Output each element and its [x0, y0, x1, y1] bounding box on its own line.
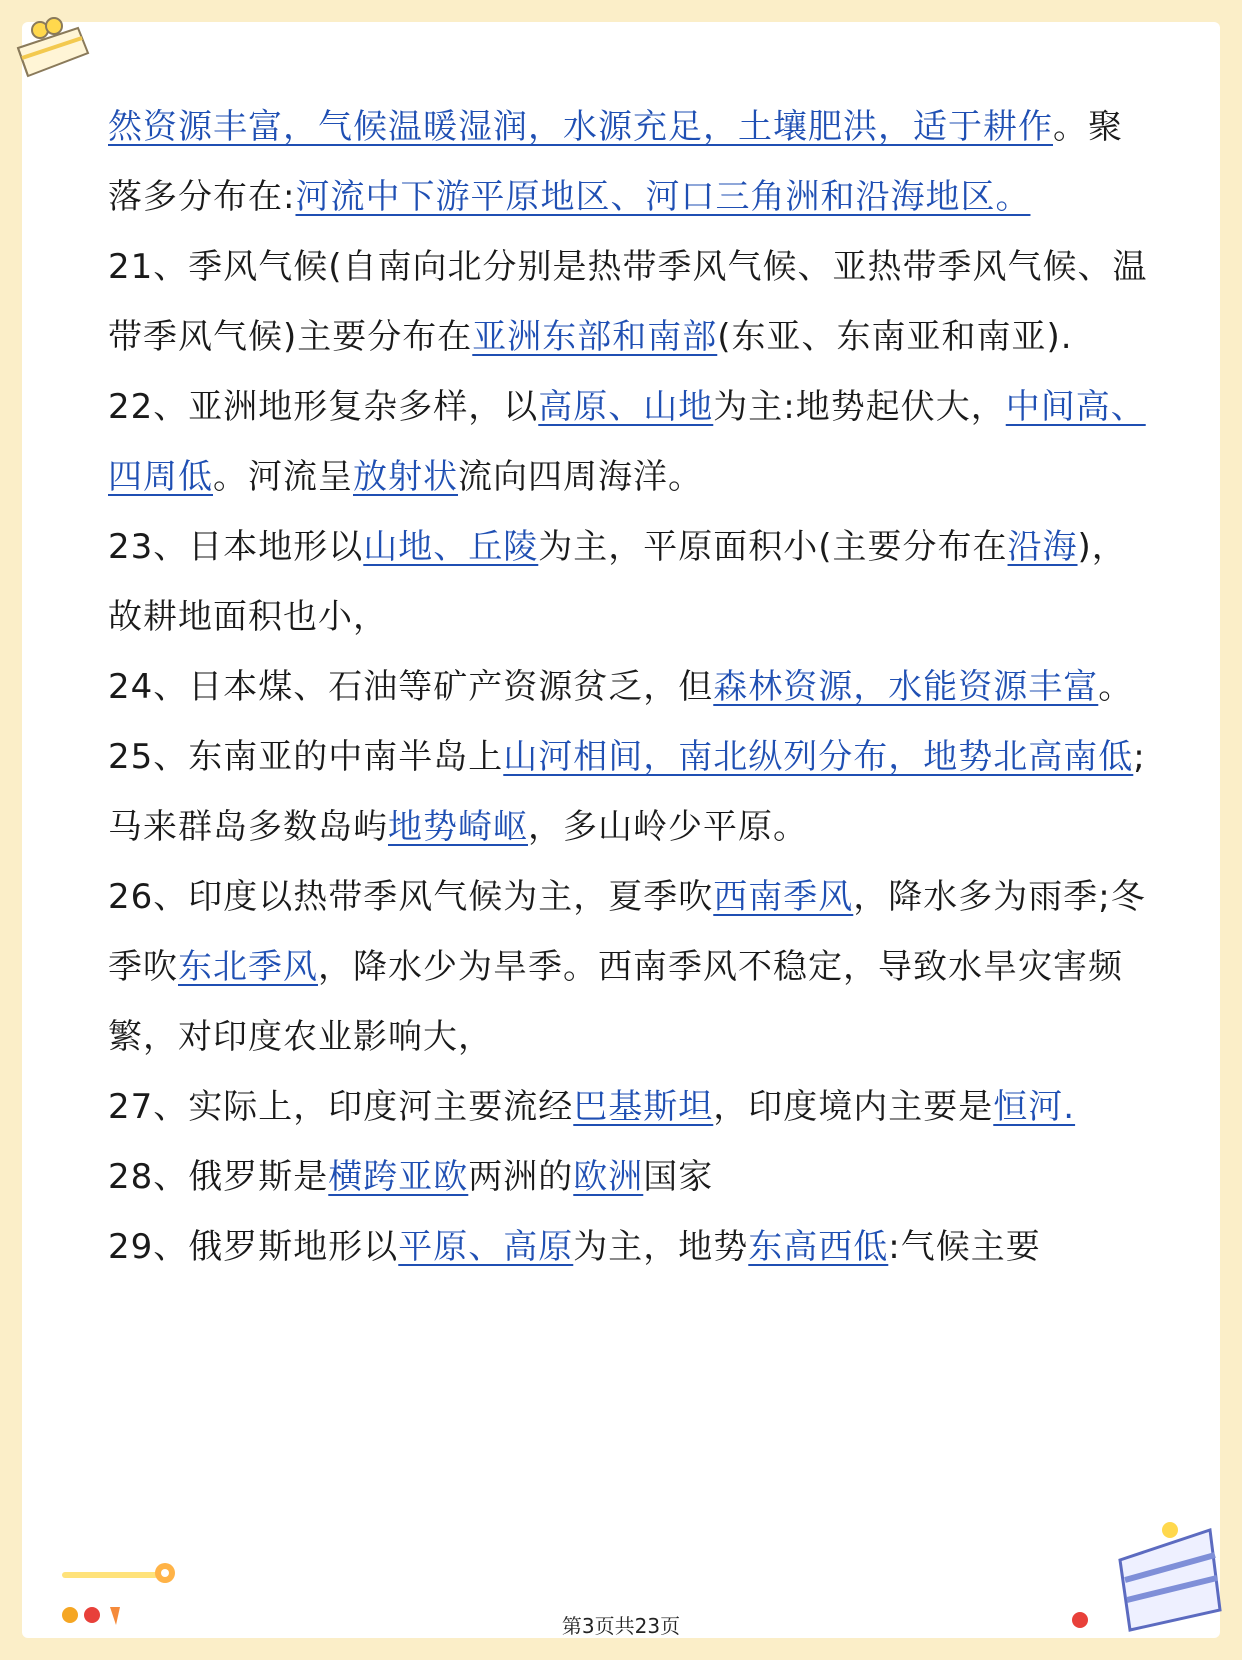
- note-text: 为主，地势: [573, 1227, 749, 1267]
- highlighted-answer: 山地、丘陵: [363, 527, 539, 567]
- note-paragraph: [108, 232, 1148, 372]
- note-text: 22、亚洲地形复杂多样，以: [108, 387, 539, 427]
- note-text: 国家: [643, 1157, 714, 1197]
- highlighted-answer: 巴基斯坦: [573, 1087, 714, 1127]
- note-paragraph: [108, 652, 1148, 722]
- highlighted-answer: 欧洲: [573, 1157, 644, 1197]
- flower-icon: [155, 1563, 175, 1583]
- highlighted-answer: 地势崎岖: [388, 807, 528, 847]
- note-text: 为主:地势起伏大，: [713, 387, 1006, 427]
- note-paragraph: [108, 862, 1148, 1072]
- note-paragraph: [108, 512, 1148, 652]
- note-text: 28、俄罗斯是: [108, 1157, 329, 1197]
- note-text: 两洲的: [468, 1157, 574, 1197]
- highlighted-answer: 东高西低: [748, 1227, 889, 1267]
- highlighted-answer: 横跨亚欧: [328, 1157, 469, 1197]
- note-text: ，降水多为雨季;冬季吹: [108, 877, 1146, 987]
- note-paragraph: [108, 1142, 1148, 1212]
- note-text: 29、俄罗斯地形以: [108, 1227, 399, 1267]
- note-text: 21、季风气候(自南向北分别是热带季风气候、亚热带季风气候、温带季风气候)主要分布在: [108, 247, 1148, 357]
- note-paragraph: [108, 1212, 1148, 1282]
- note-paragraph: [108, 722, 1148, 862]
- cake-icon: [8, 8, 98, 88]
- note-text: 27、实际上，印度河主要流经: [108, 1087, 574, 1127]
- highlighted-answer: 中间高、四周低: [108, 387, 1146, 497]
- note-text: 。聚落多分布在:: [108, 107, 1123, 217]
- highlighted-answer: 平原、高原: [398, 1227, 574, 1267]
- page-number: 第3页共23页: [561, 1614, 681, 1638]
- highlighted-answer: 亚洲东部和南部: [472, 317, 718, 357]
- note-paragraph: [108, 92, 1148, 232]
- highlighted-answer: 森林资源，水能资源丰富: [713, 667, 1099, 707]
- note-text: ，多山岭少平原。: [528, 807, 808, 847]
- note-text: :气候主要: [888, 1227, 1041, 1267]
- note-text: (东亚、东南亚和南亚).: [717, 317, 1073, 357]
- note-text: 为主，平原面积小(主要分布在: [538, 527, 1008, 567]
- highlighted-answer: 西南季风: [713, 877, 854, 917]
- note-text: ，印度境内主要是: [713, 1087, 994, 1127]
- note-text: 。: [1098, 667, 1134, 707]
- note-text: ，降水少为旱季。西南季风不稳定，导致水旱灾害频繁，对印度农业影响大，: [108, 947, 1123, 1057]
- note-text: 24、日本煤、石油等矿产资源贫乏，但: [108, 667, 714, 707]
- note-text: 25、东南亚的中南半岛上: [108, 737, 504, 777]
- note-text: 。河流呈: [213, 457, 353, 497]
- note-text: 23、日本地形以: [108, 527, 364, 567]
- notes-content: [108, 92, 1148, 1282]
- note-text: )，故耕地面积也小，: [108, 527, 1127, 637]
- note-paragraph: [108, 1072, 1148, 1142]
- note-text: ;马来群岛多数岛屿: [108, 737, 1146, 847]
- note-text: 流向四周海洋。: [458, 457, 703, 497]
- highlighted-answer: 然资源丰富，气候温暖湿润，水源充足，土壤肥洪，适于耕作: [108, 107, 1053, 147]
- note-paragraph: [108, 372, 1148, 512]
- note-text: 26、印度以热带季风气候为主，夏季吹: [108, 877, 714, 917]
- highlighted-answer: 高原、山地: [538, 387, 714, 427]
- highlighted-answer: 沿海: [1007, 527, 1078, 567]
- highlighted-answer: 河流中下游平原地区、河口三角洲和沿海地区。: [295, 177, 1031, 217]
- highlighted-answer: 恒河.: [993, 1087, 1076, 1127]
- highlighted-answer: 放射状: [353, 457, 458, 497]
- highlighted-answer: 山河相间，南北纵列分布，地势北高南低: [503, 737, 1134, 777]
- highlighted-answer: 东北季风: [178, 947, 318, 987]
